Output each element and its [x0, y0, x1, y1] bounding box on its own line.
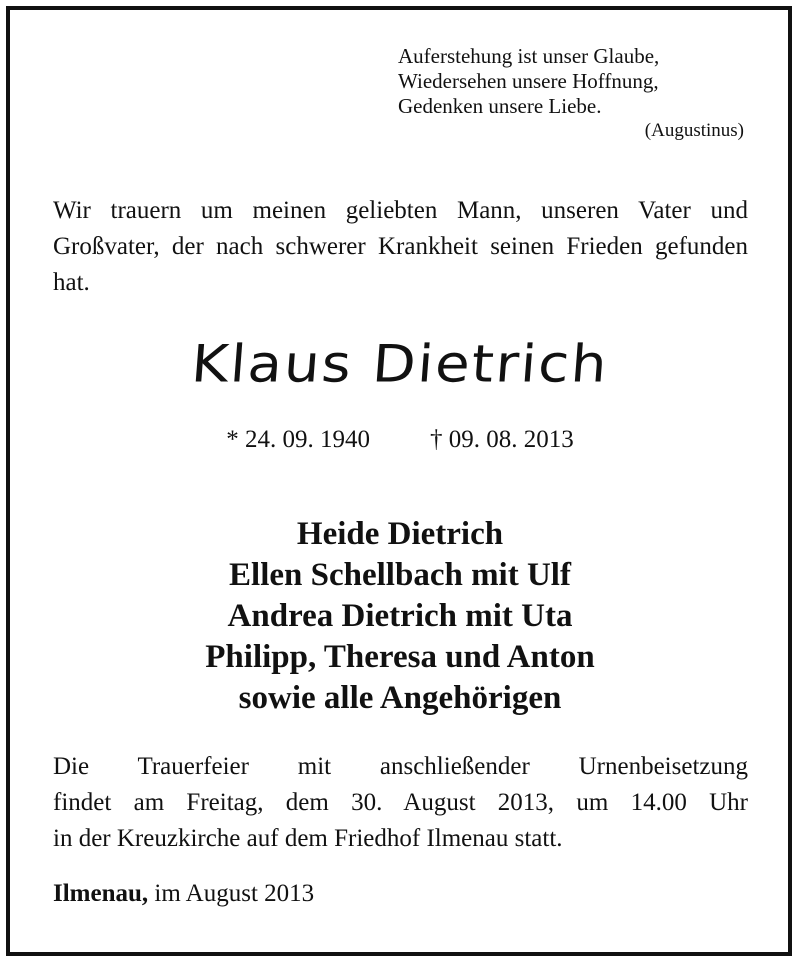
mourner-line: Ellen Schellbach mit Ulf [229, 557, 571, 593]
motto-line: Gedenken unsere Liebe. [398, 94, 602, 118]
life-dates [0, 422, 800, 458]
mourner-line: Heide Dietrich [296, 516, 504, 552]
mourner-line: Philipp, Theresa und Anton [205, 639, 595, 675]
death-date: † 09. 08. 2013 [430, 426, 574, 453]
place-city: Ilmenau, [53, 880, 149, 907]
intro-line: und Großvater, der nach schwerer Krankheit seinen [53, 197, 748, 260]
service-line: findet am Freitag, dem 30. August 2013, um 14.00 Uhr [53, 789, 748, 816]
service-info [53, 749, 748, 857]
birth-date: * 24. 09. 1940 [226, 426, 370, 453]
mourners-list [0, 514, 800, 719]
place-date [53, 876, 314, 912]
service-line: Die Trauerfeier mit anschließender Urnenbeisetzung [53, 753, 748, 780]
motto-author: (Augustinus) [644, 120, 744, 141]
place-date-text: im August 2013 [154, 880, 315, 907]
deceased-name: Klaus Dietrich [189, 334, 611, 395]
intro-line: Frieden gefunden hat. [53, 233, 748, 296]
mourner-line: Andrea Dietrich mit Uta [227, 598, 573, 634]
motto-quote [398, 44, 748, 143]
motto-line: Auferstehung ist unser Glaube, [398, 44, 660, 68]
intro-line: Wir trauern um meinen geliebten Mann, unseren Vater [53, 197, 711, 224]
mourner-line: sowie alle Angehörigen [238, 680, 562, 716]
motto-line: Wiedersehen unsere Hoffnung, [398, 69, 659, 93]
intro-text [53, 193, 748, 301]
service-line: in der Kreuzkirche auf dem Friedhof Ilmenau statt. [53, 825, 563, 852]
